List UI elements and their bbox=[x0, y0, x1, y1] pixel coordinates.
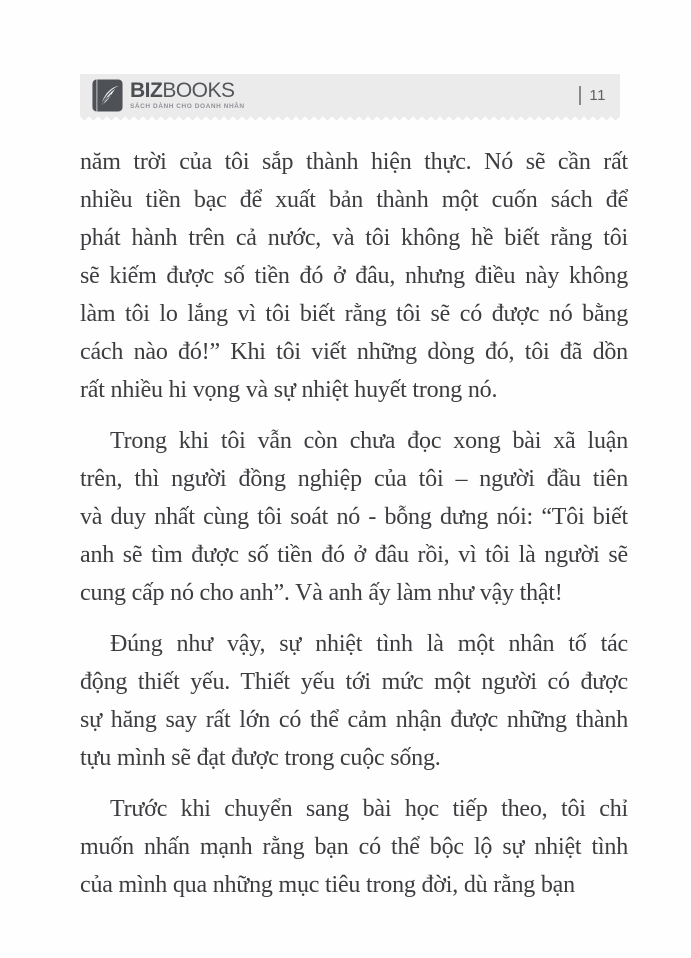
text-line: Trong khi tôi vẫn còn chưa đọc xong bài xã luận bbox=[110, 428, 628, 454]
text-line: trên, thì người đồng nghiệp của tôi – người đầu tiên bbox=[80, 466, 628, 492]
paragraph bbox=[80, 790, 628, 904]
text-line: của mình qua những mục tiêu trong đời, dù rằng bạn bbox=[80, 872, 575, 898]
text-line: sẽ kiếm được số tiền đó ở đâu, nhưng điều này không bbox=[80, 263, 628, 289]
text-line: và duy nhất cùng tôi soát nó - bỗng dưng nói: “Tôi biết bbox=[80, 504, 628, 530]
text-line: làm tôi lo lắng vì tôi biết rằng tôi sẽ có được nó bằng bbox=[80, 301, 628, 327]
page-body-text bbox=[80, 143, 628, 917]
text-line: phát hành trên cả nước, và tôi không hề biết rằng tôi bbox=[80, 225, 628, 251]
text-line: sự hăng say rất lớn có thể cảm nhận được những thành bbox=[80, 707, 628, 733]
text-line: năm trời của tôi sắp thành hiện thực. Nó sẽ cần rất bbox=[80, 149, 628, 175]
text-line: động thiết yếu. Thiết yếu tới mức một người có được bbox=[80, 669, 628, 695]
page-number-value: 11 bbox=[589, 87, 606, 104]
brand-tagline: SÁCH DÀNH CHO DOANH NHÂN bbox=[130, 103, 245, 111]
text-line: muốn nhấn mạnh rằng bạn có thể bộc lộ sự nhiệt tình bbox=[80, 834, 628, 860]
page-number-divider bbox=[579, 86, 581, 105]
text-line: cung cấp nó cho anh”. Và anh ấy làm như vậy thật! bbox=[80, 580, 563, 606]
paragraph bbox=[80, 422, 628, 612]
paragraph bbox=[80, 625, 628, 777]
book-quill-icon bbox=[92, 79, 123, 112]
brand-title-light: BOOKS bbox=[162, 79, 235, 103]
brand-title bbox=[130, 80, 245, 101]
text-line: rất nhiều hi vọng và sự nhiệt huyết trong nó. bbox=[80, 377, 498, 403]
page-header bbox=[80, 74, 620, 122]
brand-title-bold: BIZ bbox=[130, 79, 163, 103]
text-line: tựu mình sẽ đạt được trong cuộc sống. bbox=[80, 745, 441, 771]
bizbooks-logo bbox=[92, 79, 245, 112]
paragraph bbox=[80, 143, 628, 409]
page-number bbox=[579, 86, 606, 105]
text-line: Trước khi chuyển sang bài học tiếp theo, tôi chỉ bbox=[110, 796, 628, 822]
text-line: anh sẽ tìm được số tiền đó ở đâu rồi, vì tôi là người sẽ bbox=[80, 542, 628, 568]
brand-text bbox=[130, 80, 245, 111]
text-line: nhiều tiền bạc để xuất bản thành một cuốn sách để bbox=[80, 187, 628, 213]
text-line: Đúng như vậy, sự nhiệt tình là một nhân tố tác bbox=[110, 631, 628, 657]
text-line: cách nào đó!” Khi tôi viết những dòng đó, tôi đã dồn bbox=[80, 339, 628, 365]
